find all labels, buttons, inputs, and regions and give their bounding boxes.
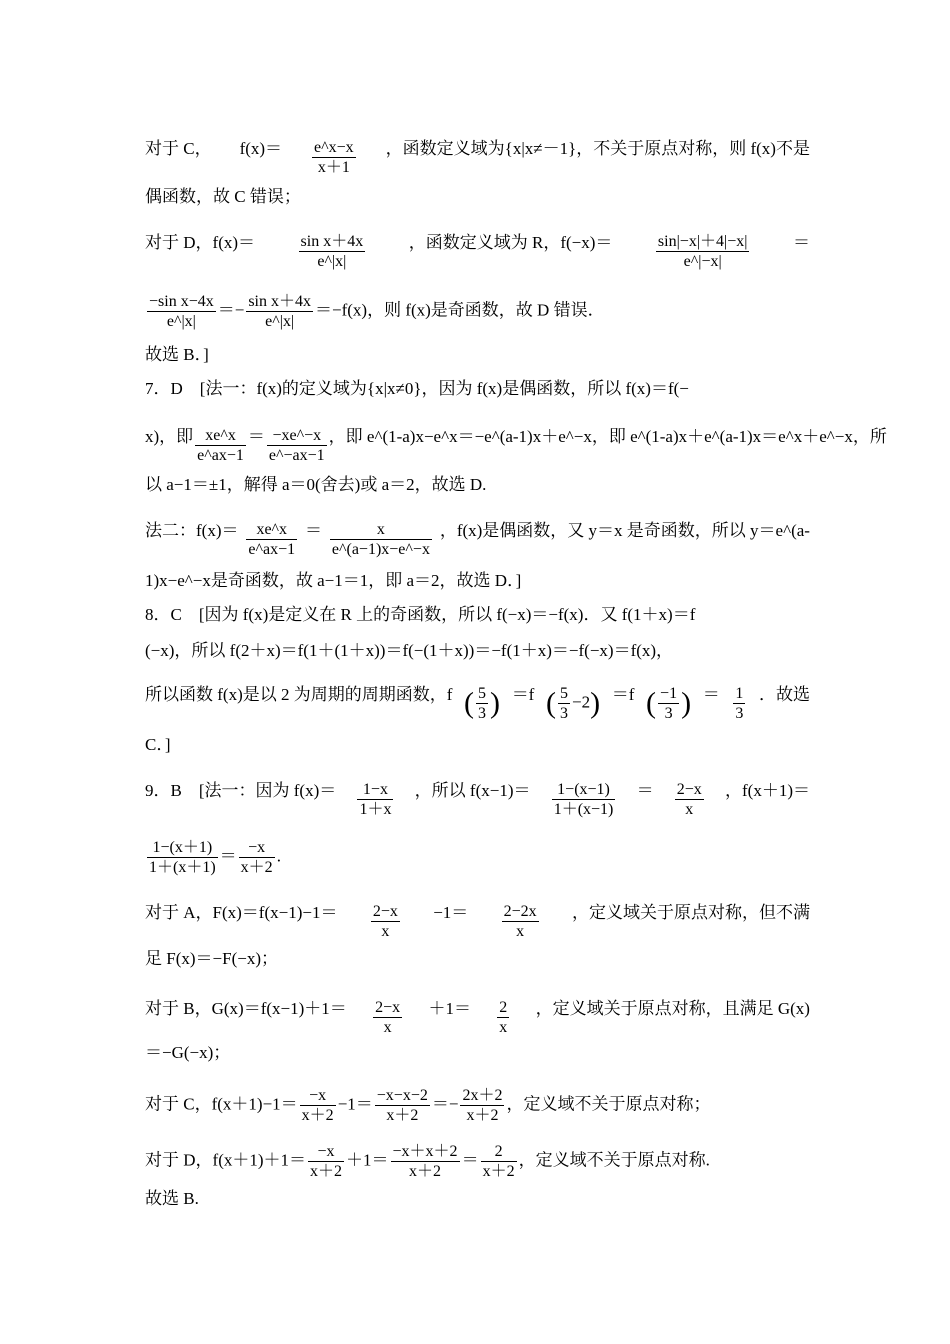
fraction-numerator: 5 xyxy=(478,685,487,702)
text-run: ，所以 f(x−1)＝ xyxy=(414,781,531,800)
text-line xyxy=(145,640,810,662)
text-run: ＝−G(−x)； xyxy=(145,1043,231,1062)
fraction-numerator: −x xyxy=(300,1086,336,1106)
text-run: 以 a−1＝±1，解得 a＝0(舍去)或 a＝2，故选 D. xyxy=(145,475,487,494)
text-run: ，f(x)是偶函数，又 y＝x 是奇函数，所以 y＝e^(a- xyxy=(439,521,810,540)
text-run: 故选 B．] xyxy=(145,345,209,364)
fraction-denominator: 1＋(x＋1) xyxy=(149,859,216,876)
fraction-numerator: 2−x xyxy=(375,999,401,1016)
fraction-numerator: −xe^−x xyxy=(267,426,327,446)
text-run: ．故选 xyxy=(759,685,810,704)
text-run: . xyxy=(276,846,281,866)
parenthesized-fraction xyxy=(464,684,500,723)
fraction xyxy=(246,292,313,331)
text-run: ，函数定义域为{x|x≠－1}，不关于原点对称，则 f(x)不是 xyxy=(385,139,810,158)
text-run: ＝ xyxy=(247,427,265,446)
text-run: 对于 A，F(x)＝f(x−1)−1＝ xyxy=(145,903,338,922)
text-line xyxy=(145,344,810,366)
fraction-numerator: 2−x xyxy=(676,781,702,798)
fraction xyxy=(375,1086,430,1125)
fraction xyxy=(373,998,402,1037)
fraction xyxy=(239,838,275,877)
text-run: ，函数定义域为 R，f(−x)＝ xyxy=(408,233,613,252)
text-run: 对于 D，f(x)＝ xyxy=(145,233,256,252)
fraction-numerator: sin x＋4x xyxy=(248,293,311,310)
fraction-numerator: 5 xyxy=(560,685,568,702)
text-run: 法二：f(x)＝ xyxy=(145,521,239,540)
fraction xyxy=(357,780,393,819)
fraction xyxy=(195,426,246,465)
fraction-denominator: 3 xyxy=(735,705,744,722)
text-line xyxy=(145,474,810,496)
fraction-denominator: e^|x| xyxy=(265,313,295,330)
fraction xyxy=(267,426,327,465)
text-run: ，定义域不关于原点对称； xyxy=(506,1094,711,1114)
parenthesized-fraction xyxy=(546,684,600,723)
text-run: C．] xyxy=(145,735,171,754)
right-paren: ) xyxy=(490,686,501,720)
text-line xyxy=(145,426,887,465)
fraction-denominator: x＋2 xyxy=(386,1107,419,1124)
text-run: 1)x−e^−x是奇函数，故 a−1＝1，即 a＝2，故选 D．] xyxy=(145,571,522,590)
text-run: 9．B [法一：因为 f(x)＝ xyxy=(145,781,337,800)
fraction xyxy=(147,292,216,331)
text-run: ＝ xyxy=(792,233,810,252)
fraction xyxy=(460,1086,504,1125)
fraction xyxy=(308,1142,344,1181)
fraction-denominator: x xyxy=(516,923,525,940)
fraction-denominator: 1＋x xyxy=(359,801,392,818)
fraction-numerator: −1 xyxy=(660,685,678,702)
text-line xyxy=(145,232,810,271)
text-run: 所以函数 f(x)是以 2 为周期的周期函数，f xyxy=(145,685,453,704)
fraction-numerator: e^x−x xyxy=(314,139,354,156)
text-run: 对于 C， xyxy=(145,139,212,158)
text-run: 偶函数，故 C 错误； xyxy=(145,187,301,206)
text-run: ，f(x＋1)＝ xyxy=(725,781,810,800)
fraction-numerator: 2−x xyxy=(372,903,398,920)
fraction-numerator: xe^x xyxy=(246,520,297,540)
text-line xyxy=(145,138,810,177)
fraction xyxy=(552,780,616,819)
fraction-numerator: x xyxy=(330,520,432,540)
fraction-numerator: sin|−x|＋4|−x| xyxy=(657,233,748,250)
text-line xyxy=(145,378,810,400)
fraction-denominator: e^|x| xyxy=(166,313,196,330)
text-line xyxy=(145,902,810,941)
fraction-denominator: 3 xyxy=(664,705,673,722)
text-run: −2 xyxy=(572,692,591,712)
text-line xyxy=(145,684,810,723)
left-paren: ( xyxy=(546,686,556,720)
fraction-denominator: e^(a−1)x−e^−x xyxy=(331,541,430,558)
text-run: ＝ xyxy=(636,781,654,800)
fraction-numerator: 2 xyxy=(499,999,508,1016)
fraction xyxy=(300,1086,336,1125)
text-line xyxy=(145,1188,810,1210)
fraction-denominator: e^ax−1 xyxy=(248,541,296,558)
text-run: f(x)＝ xyxy=(239,139,283,158)
parenthesized-fraction xyxy=(646,684,691,723)
text-run: (−x)，所以 f(2＋x)＝f(1＋(1＋x))＝f(−(1＋x))＝−f(1＋x)＝−f(−x)＝f(x)， xyxy=(145,641,674,660)
fraction xyxy=(246,520,297,559)
text-line xyxy=(145,570,810,592)
fraction-denominator: 1＋(x−1) xyxy=(553,801,614,818)
text-line xyxy=(145,604,810,626)
fraction xyxy=(502,902,539,941)
text-run: −1＝ xyxy=(433,903,469,922)
text-run: x)，即 xyxy=(145,427,194,446)
left-paren: ( xyxy=(464,686,475,720)
text-run: 对于 B，G(x)＝f(x−1)＋1＝ xyxy=(145,999,347,1018)
text-run: 故选 B. xyxy=(145,1189,199,1208)
fraction-denominator: 3 xyxy=(478,705,487,722)
fraction-denominator: x xyxy=(381,923,390,940)
fraction-denominator: x＋2 xyxy=(409,1163,442,1180)
fraction-numerator: −x＋x＋2 xyxy=(392,1143,458,1160)
fraction xyxy=(371,902,400,941)
fraction-numerator: 2 xyxy=(481,1142,517,1162)
text-run: 7．D [法一：f(x)的定义域为{x|x≠0}，因为 f(x)是偶函数，所以 f(x)＝f(− xyxy=(145,379,689,398)
fraction xyxy=(497,998,509,1037)
fraction-denominator: x＋2 xyxy=(301,1107,334,1124)
text-line xyxy=(145,1142,810,1181)
fraction-numerator: −x xyxy=(308,1142,344,1162)
fraction-numerator: −x xyxy=(239,838,275,858)
fraction-denominator: e^|−x| xyxy=(683,253,722,270)
text-line xyxy=(145,292,810,331)
fraction-numerator: 1−x xyxy=(357,780,393,800)
fraction-numerator: sin x＋4x xyxy=(300,233,364,250)
fraction-numerator: xe^x xyxy=(195,426,246,446)
fraction xyxy=(658,684,679,723)
right-paren: ) xyxy=(590,686,601,720)
fraction xyxy=(147,838,218,877)
fraction xyxy=(558,684,570,723)
fraction-denominator: e^|x| xyxy=(317,253,347,270)
text-run: ＋1＝ xyxy=(346,1150,389,1170)
text-run: 足 F(x)＝−F(−x)； xyxy=(145,949,278,968)
text-line xyxy=(145,948,810,970)
fraction-denominator: x＋2 xyxy=(482,1163,515,1180)
fraction xyxy=(656,232,750,271)
text-run: ＝f xyxy=(611,685,635,704)
fraction xyxy=(481,1142,517,1181)
text-run: ＝− xyxy=(217,300,245,320)
text-run: 对于 C，f(x＋1)−1＝ xyxy=(145,1094,298,1114)
text-run: ＝−f(x)，则 f(x)是奇函数，故 D 错误． xyxy=(315,300,605,320)
fraction xyxy=(312,138,356,177)
text-run: ＝ xyxy=(219,846,237,866)
fraction-numerator: 1−(x＋1) xyxy=(147,838,218,858)
text-run: 8．C [因为 f(x)是定义在 R 上的奇函数，所以 f(−x)＝−f(x)．又 f(1＋x)＝f xyxy=(145,605,696,624)
fraction xyxy=(476,684,488,723)
text-run: ，定义域关于原点对称，但不满 xyxy=(572,903,810,922)
fraction-denominator: x xyxy=(685,801,694,818)
fraction-numerator: 2−2x xyxy=(503,903,537,920)
fraction-numerator: 1−(x−1) xyxy=(552,780,616,800)
text-line xyxy=(145,998,810,1037)
text-line xyxy=(145,520,810,559)
text-line xyxy=(145,780,810,819)
fraction xyxy=(330,520,432,559)
fraction-numerator: 2x＋2 xyxy=(462,1087,503,1104)
text-run: ＝ xyxy=(305,521,322,540)
text-run: −1＝ xyxy=(337,1094,373,1114)
text-run: ＝f xyxy=(511,685,535,704)
text-line xyxy=(145,838,810,877)
fraction-numerator: −sin x−4x xyxy=(149,293,214,310)
fraction-denominator: e^−ax−1 xyxy=(268,447,325,464)
right-paren: ) xyxy=(681,686,692,720)
fraction xyxy=(299,232,366,271)
fraction-denominator: e^ax−1 xyxy=(197,447,244,464)
text-run: 对于 D，f(x＋1)＋1＝ xyxy=(145,1150,307,1170)
text-line xyxy=(145,1086,810,1125)
fraction-numerator: −x−x−2 xyxy=(376,1087,428,1104)
fraction-denominator: x xyxy=(383,1019,392,1036)
text-run: ＝− xyxy=(431,1094,459,1114)
fraction-denominator: x＋2 xyxy=(466,1107,499,1124)
text-line xyxy=(145,186,810,208)
text-run: ＝ xyxy=(702,685,720,704)
fraction-denominator: x＋2 xyxy=(240,859,273,876)
fraction xyxy=(733,684,745,723)
left-paren: ( xyxy=(646,686,657,720)
text-run: ＋1＝ xyxy=(428,999,471,1018)
text-run: ，定义域关于原点对称，且满足 G(x) xyxy=(535,999,810,1018)
text-run: ，即 e^(1-a)x−e^x＝−e^(a-1)x＋e^−x，即 e^(1-a)x＋e^(a-1)x＝e^x＋e^−x，所 xyxy=(328,427,887,446)
fraction-denominator: x xyxy=(499,1019,508,1036)
fraction-numerator: 1 xyxy=(735,685,744,702)
text-run: ，定义域不关于原点对称. xyxy=(518,1150,710,1170)
text-line xyxy=(145,1042,810,1064)
fraction-denominator: x＋2 xyxy=(310,1163,343,1180)
fraction-denominator: 3 xyxy=(560,705,568,722)
fraction xyxy=(391,1142,460,1181)
text-run: ＝ xyxy=(461,1150,479,1170)
fraction-denominator: x＋1 xyxy=(317,159,350,176)
text-line xyxy=(145,734,810,756)
fraction xyxy=(675,780,704,819)
